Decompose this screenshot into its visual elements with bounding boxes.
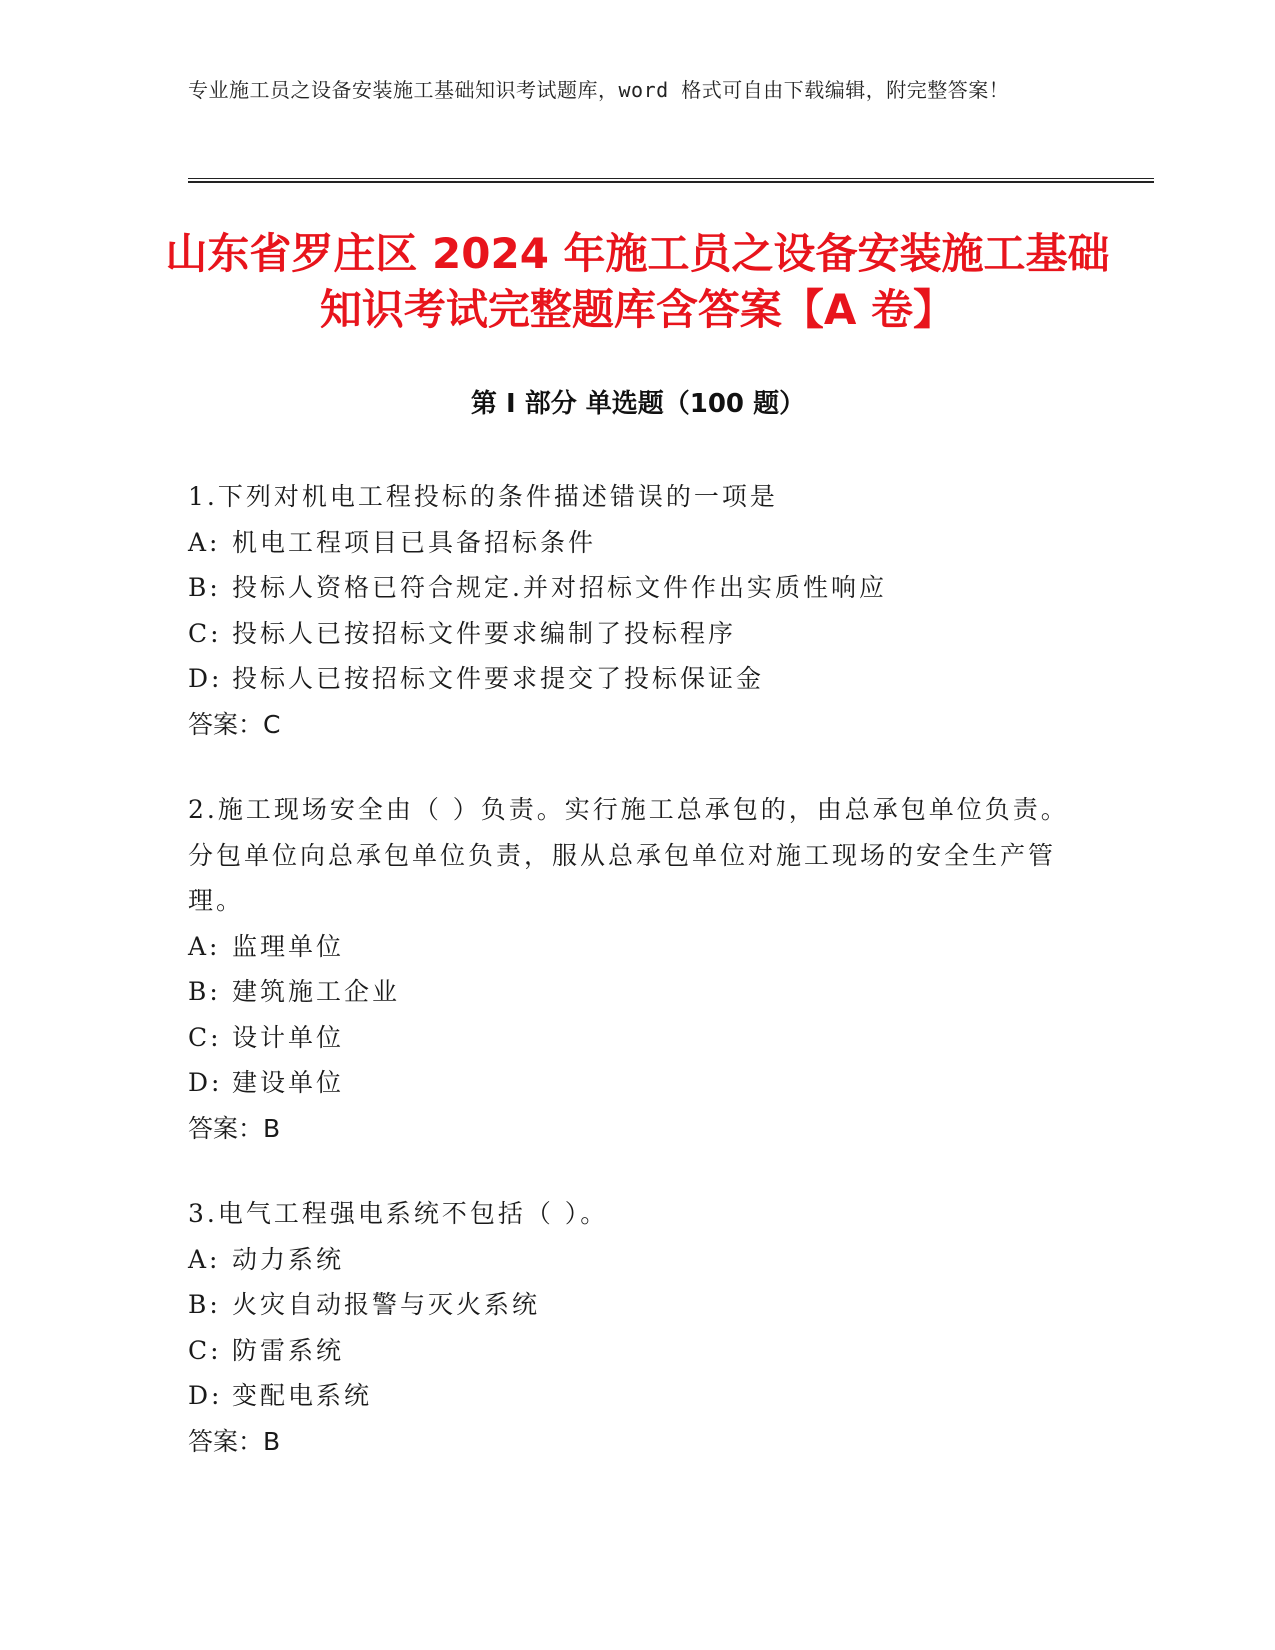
- option-text: 火灾自动报警与灭火系统: [232, 1290, 541, 1319]
- option-key: A:: [188, 527, 221, 557]
- option-d: [188, 1060, 1088, 1106]
- option-key: A:: [188, 931, 221, 961]
- option-text: 建筑施工企业: [232, 977, 401, 1006]
- answer-label: 答案：: [188, 1113, 264, 1143]
- option-a: [188, 924, 1088, 970]
- option-b: [188, 969, 1088, 1015]
- document-title: 山东省罗庄区 2024 年施工员之设备安装施工基础知识考试完整题库含答案【A 卷】: [165, 229, 1110, 334]
- option-text: 监理单位: [232, 931, 345, 961]
- option-c: [188, 1015, 1088, 1061]
- header-divider: [188, 178, 1154, 183]
- option-text: 建设单位: [232, 1068, 345, 1097]
- section-title: 第 I 部分 单选题（100 题）: [470, 389, 806, 419]
- option-c: [188, 611, 1088, 657]
- option-key: D:: [188, 1381, 223, 1410]
- option-key: C:: [188, 1022, 222, 1052]
- answer-value: C: [263, 709, 281, 739]
- option-key: D:: [188, 1068, 223, 1097]
- option-key: D:: [188, 664, 223, 693]
- answer-label: 答案：: [188, 1426, 264, 1456]
- option-d: [188, 1373, 1088, 1419]
- option-d: [188, 656, 1088, 702]
- answer-value: B: [263, 1113, 281, 1143]
- answer-value: B: [263, 1426, 281, 1456]
- option-text: 投标人已按招标文件要求提交了投标保证金: [232, 664, 765, 693]
- question-stem: 2.施工现场安全由（ ）负责。实行施工总承包的，由总承包单位负责。分包单位向总承包单位负责，服从总承包单位对施工现场的安全生产管理。: [188, 795, 1069, 915]
- option-text: 设计单位: [232, 1022, 345, 1052]
- option-b: [188, 565, 1088, 611]
- option-c: [188, 1328, 1088, 1374]
- option-text: 机电工程项目已具备招标条件: [232, 527, 597, 557]
- answer-label: 答案：: [188, 709, 264, 739]
- option-text: 动力系统: [232, 1244, 345, 1274]
- option-text: 变配电系统: [232, 1381, 373, 1410]
- option-text: 投标人已按招标文件要求编制了投标程序: [232, 618, 737, 648]
- question-stem: 3.电气工程强电系统不包括（ ）。: [188, 1199, 609, 1228]
- question-list: [188, 474, 1088, 1504]
- answer-line: [188, 702, 1088, 748]
- option-key: B:: [188, 977, 221, 1006]
- option-key: C:: [188, 1335, 222, 1365]
- answer-line: [188, 1419, 1088, 1465]
- question-2: [188, 787, 1088, 1151]
- option-b: [188, 1282, 1088, 1328]
- option-key: B:: [188, 1290, 221, 1319]
- answer-line: [188, 1106, 1088, 1152]
- option-a: [188, 1237, 1088, 1283]
- option-a: [188, 520, 1088, 566]
- option-key: C:: [188, 618, 222, 648]
- option-key: A:: [188, 1244, 221, 1274]
- option-key: B:: [188, 573, 221, 602]
- question-3: [188, 1191, 1088, 1464]
- option-text: 防雷系统: [232, 1335, 345, 1365]
- header-note: 专业施工员之设备安装施工基础知识考试题库，word 格式可自由下载编辑，附完整答案！: [188, 78, 1010, 102]
- question-1: [188, 474, 1088, 747]
- option-text: 投标人资格已符合规定.并对招标文件作出实质性响应: [232, 573, 887, 602]
- question-stem: 1.下列对机电工程投标的条件描述错误的一项是: [188, 482, 778, 511]
